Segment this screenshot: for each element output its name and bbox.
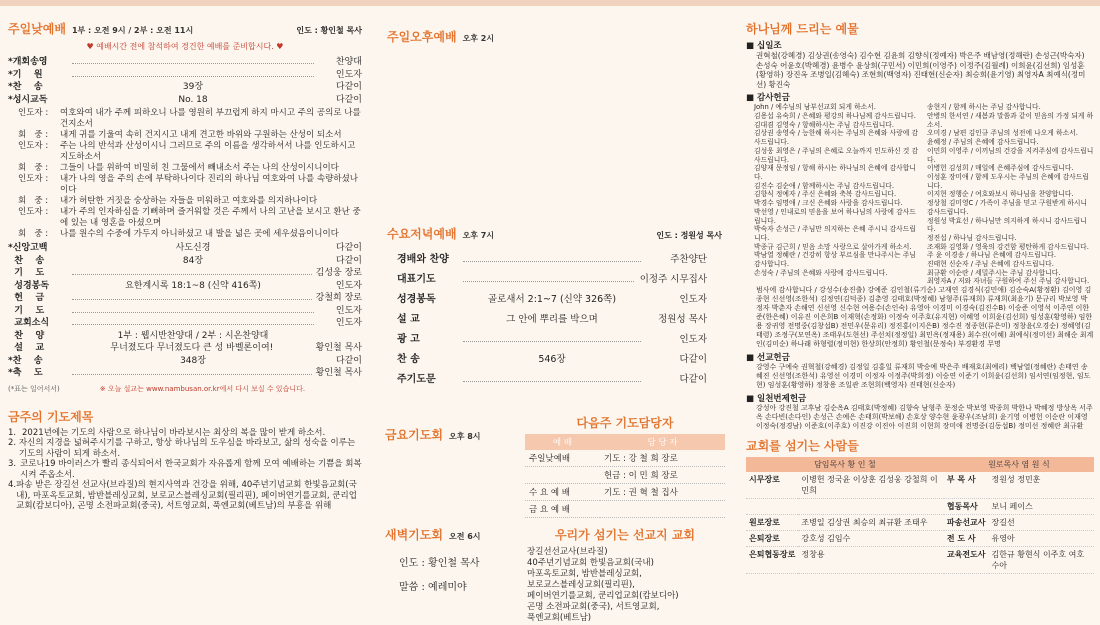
order-person: 황인철 목사 [315, 368, 362, 378]
order-label: 찬 송 [8, 255, 45, 266]
order-content: No. 18 [178, 94, 208, 105]
wed-person: 정원성 목사 [658, 314, 707, 325]
order-row [8, 367, 362, 380]
duty-header-person: 담 당 자 [600, 434, 725, 450]
prayer-number: 1. [8, 427, 17, 438]
mission-offer-heading: ■ 선교헌금 [746, 353, 790, 364]
duty-table [525, 434, 725, 518]
order-content: 39장 [182, 82, 204, 92]
thanks-entry: 김상권 송영숙 / 능한해 하시는 주님의 은혜와 사랑에 감사드립니다. [754, 129, 919, 147]
dedication-names: 강성아 강진철 고후남 김순옥A 김태호(박정혜) 김향숙 남형주 문정순 박보영 박종희 박한나 박혜정 방상옥 서주옥 손다빈(손다인) 손성근 손예은 손태희(박보해) 손호상 양수현 윤광우(조남희) 윤기영 이병헌 이순란 이재영 이정숙(정경남) 이준호(이주호) 이진강 이진아 이진희 이현희 장미애 전명중(김동섭B) 정미선 정혜란 최규환 [756, 404, 1093, 431]
mission-churches-box [525, 526, 725, 624]
wed-person: 인도자 [679, 294, 707, 305]
staff-role: 부 목 사 [944, 472, 989, 499]
thanks-entry: 김진수 김순애 / 함께하시는 주님 감사드립니다. [754, 181, 895, 190]
prayer-number: 2. [8, 438, 17, 448]
responsive-line [8, 108, 362, 130]
thanks-entry: 정원성 박효선 / 하나님만 의지하게 하시니 감사드립니다. [927, 216, 1087, 234]
wed-order-row [397, 310, 707, 330]
order-content: 무너졌도다 무너졌도다 큰 성 바벨론이여! [110, 343, 274, 353]
staff-role: 은퇴장로 [746, 531, 798, 547]
order-row [8, 280, 362, 293]
staff-role: 시무장로 [746, 472, 798, 499]
responsive-text: 내가 주의 인자하심을 기뻐하며 즐거워할 것은 주께서 나의 고난을 보시고 환난 중에 있는 내 영혼을 아셨으며 [60, 207, 361, 228]
duty-header-service: 예 배 [525, 434, 600, 450]
staff-names: 이병헌 정국윤 이상훈 김성웅 강철희 이민희 [798, 472, 943, 499]
staff-names: 정창용 [798, 547, 943, 574]
responsive-line [8, 229, 362, 240]
sunday-service-header [8, 20, 362, 37]
wed-title: 수요저녁예배 [387, 227, 457, 241]
thanks-entry: 이지현 정행순 / 여호와보시 하나님을 찬양합니다. [927, 190, 1074, 199]
afternoon-time: 오후 2시 [462, 34, 495, 43]
thanks-entry: 김향식 정예자 / 주신 은혜와 축복 감사드립니다. [754, 190, 897, 199]
wednesday-order [397, 250, 707, 390]
thanks-entry: 김성웅 최영은 / 주님의 은혜로 오늘까지 인도하신 것 감사드립니다. [754, 146, 919, 164]
mission-church: 40주년기념교회 한빛음교회(국내) [527, 558, 654, 568]
wed-person: 이정주 시무집사 [639, 274, 707, 285]
staff-names: 조병일 김상권 최승의 최규환 조태우 [798, 515, 943, 531]
order-person: 찬양대 [335, 57, 362, 67]
thanks-entry: 윤혜정 / 주님의 은혜에 감사드립니다. [927, 138, 1039, 147]
thanks-entry: 박남열 정혜란 / 건강히 항상 부르심을 만나주시는 주님 감사합니다. [754, 251, 916, 269]
prayer-item [8, 480, 362, 512]
prayer-text: 코로나19 바이러스가 빨리 종식되어서 한국교회가 자유롭게 함께 모여 예배하는 기쁨을 회복시켜 주옵소서. [20, 459, 362, 480]
order-person: 강철희 장로 [315, 293, 362, 303]
mission-list [525, 547, 725, 624]
responsive-text: 그들이 나를 위하여 비밀히 친 그물에서 빼내소서 주는 나의 산성이시니이다 [60, 163, 339, 173]
wed-label: 경배와 찬양 [397, 254, 449, 265]
thanks-entry: 최영자A / 저와 자녀들 구원하여 주신 주님 감사합니다. [927, 277, 1090, 286]
staff-role: 교육전도사 [944, 547, 989, 574]
staff-role: 협동목사 [944, 499, 989, 515]
staff-table [746, 457, 1094, 574]
order-row [8, 330, 362, 343]
responsive-line [8, 141, 362, 163]
thanks-entry: 이성훈 장미애 / 함께 도우시는 주님의 은혜에 감사드립니다. [927, 173, 1089, 190]
mission-church: 푹엔교회(베트남) [527, 613, 592, 623]
wed-order-row [397, 270, 707, 290]
wed-order-row [397, 370, 707, 390]
order-row [8, 342, 362, 355]
dotted-leader [463, 270, 634, 282]
duty-person: 헌금 : 이 민 희 장로 [600, 467, 725, 484]
staff-row [746, 515, 1094, 531]
dawn-time: 오전 6시 [448, 532, 481, 541]
order-row [8, 81, 362, 94]
order-row [8, 94, 362, 107]
order-label: 설 교 [8, 343, 45, 353]
staff-names: 김한규 황현식 이주호 여호수아 [989, 547, 1095, 574]
responsive-speaker: 인도자 : [18, 141, 49, 151]
thanks-entry: 손성숙 / 주님의 은혜와 사랑에 감사드립니다. [754, 268, 888, 277]
order-person: 황인철 목사 [315, 343, 362, 353]
thanks-entry: 박종규 김근희 / 믿음 소망 사랑으로 살아가게 하소서. [754, 242, 912, 251]
mission-church: 페이버연기를교회, 쿤리업교회(캄보디아) [527, 591, 679, 601]
wed-order-row [397, 290, 707, 310]
sermon-url-note: ※ 오늘 설교는 www.nambusan.or.kr에서 다시 보실 수 있습니다. [99, 384, 306, 393]
dedication-heading: ■ 일천번제헌금 [746, 394, 807, 405]
responsive-text: 내게 귀를 기울여 속히 건지시고 내게 견고한 바위와 구원하는 산성이 되소서 [60, 130, 342, 140]
other-services-column [375, 6, 740, 625]
staff-row [746, 547, 1094, 574]
leader: 인도 : 황인철 목사 [296, 26, 362, 35]
fri-time: 오후 8시 [448, 432, 481, 441]
serve-title: 교회를 섬기는 사람들 [746, 439, 859, 454]
duty-service: 주일낮예배 [525, 450, 600, 467]
duty-row [525, 467, 725, 484]
staff-names: 유영아 [989, 531, 1095, 547]
thanks-entry: 진태현 신순자 / 주님 은혜에 감사드립니다. [927, 260, 1054, 269]
order-person: 인도자 [335, 69, 362, 80]
prayer-text: 파송 받은 장길선 선교사(브라질)의 현지사역과 건강을 위해, 40주년기념교회 한빛음교회(국내), 마포옥토교회, 밤반블레싱교회, 보로교스블레싱교회(필리핀), 페이버연기를교회, 쿤리업교회(캄보디아), 곤명 소전파교회(중국), 서트영교회, 푹엔교회(베트남)의 부흥을 위해 [16, 480, 357, 511]
mission-offer-names: 강영수 구예숙 권혁철(강혜경) 김정일 김홍일 류재희 박승예 박은주 배재호(최예리) 백남열(정혜란) 손태연 송혜진 신선영(조한석) 유영선 이경미 이정자 이정주(박희정) 이승연 이준기 이희윤(김선희) 임서연(임정현, 임도현) 임성훈(황영하) 정창용 조일관 조현희(백영자) 진태현(신순자) [756, 363, 1091, 390]
order-row [8, 267, 362, 280]
responsive-speaker: 회 중 : [18, 229, 49, 239]
thanks-entry: 이병헌 김성희 / 매일에 은혜주심에 감사드립니다. [927, 164, 1074, 173]
order-label: 기 도 [8, 305, 45, 316]
order-label: *기 원 [8, 69, 43, 80]
order-row [8, 355, 362, 368]
thanks-right [927, 103, 1094, 286]
dotted-leader [463, 330, 641, 342]
duty-service [525, 467, 600, 484]
order-of-worship-part2 [8, 242, 362, 380]
responsive-text: 나를 원수의 수중에 가두지 아니하셨고 내 발을 넓은 곳에 세우셨음이니이다 [60, 229, 339, 239]
order-label: 성경봉독 [8, 280, 50, 291]
order-label: *성시교독 [8, 94, 48, 105]
duty-title: 다음주 기도담당자 [576, 416, 674, 430]
order-row [8, 242, 362, 255]
order-row [8, 317, 362, 330]
afternoon-service-header [387, 28, 740, 45]
wed-label: 주기도문 [397, 374, 436, 385]
thanks-left [754, 103, 921, 286]
thanks-entry: John / 예수님의 남부선교회 되게 하소서. [754, 103, 876, 112]
dawn-title: 새벽기도회 [385, 528, 443, 542]
order-content: 1부 : 웹시반찬양대 / 2부 : 시온찬양대 [117, 330, 269, 341]
order-label: *신앙고백 [8, 243, 48, 253]
wed-person: 다같이 [679, 354, 707, 365]
order-of-worship-part1 [8, 56, 362, 106]
thanks-entry: 박숙자 손성근 / 주님만 의지하는 은혜 주시니 감사드립니다. [754, 225, 916, 242]
order-label: 교회소식 [8, 318, 50, 328]
thanks-entry: 김대겸 김영숙 / 항해하시는 주님 감사드립니다. [754, 120, 895, 129]
order-row [8, 292, 362, 305]
order-label: *찬 송 [8, 355, 43, 366]
responsive-reading [8, 108, 362, 240]
thanks-entry: 박선영 / 인내로의 믿음을 보여 하나님의 사랑에 감사드립니다. [754, 207, 916, 225]
prayer-item [8, 459, 362, 480]
mission-church: 장길선선교사(브라질) [527, 547, 608, 557]
thanks-entry: 이민희 이영주 / 이끼님의 건강을 지켜주심에 감사드립니다. [927, 146, 1094, 164]
prayer-item [8, 438, 362, 459]
footnote-row [8, 384, 362, 394]
responsive-text: 주는 나의 반석과 산성이시니 그러므로 주의 이름을 생각하셔서 나를 인도하시고 지도하소서 [60, 141, 356, 162]
duty-service: 금 요 예 배 [525, 501, 600, 518]
thanks-entry: 조재화 김영화 / 영육의 강건함 평탄하게 감사드립니다. [927, 242, 1089, 251]
thanks-list [746, 103, 1094, 286]
friday-header [385, 426, 481, 443]
dotted-leader [72, 367, 312, 375]
dotted-leader [463, 250, 641, 262]
thanks-entry: 오미경 / 남편 김인규 주님의 성전에 나오게 하소서. [927, 129, 1078, 138]
wed-content: 골로새서 2:1~7 (신약 326쪽) [487, 294, 617, 305]
order-person: 다같이 [335, 255, 362, 266]
mission-church: 마포옥토교회, 밤반블레싱교회, [527, 569, 642, 579]
order-label: *찬 송 [8, 82, 43, 92]
order-row [8, 255, 362, 268]
responsive-line [8, 163, 362, 174]
thanks-entry: 안병의 한서연 / 새봄과 말씀과 같이 믿음의 가정 되게 하소서. [927, 112, 1094, 129]
order-person: 다같이 [335, 94, 362, 105]
wednesday-service-header [387, 225, 722, 242]
duty-person: 기도 : 권 혁 철 집사 [600, 484, 725, 501]
staff-row [746, 472, 1094, 499]
dawn-header [385, 526, 481, 543]
staff-role [746, 499, 798, 515]
section-title: 주일낮예배 [8, 22, 66, 36]
duty-person: 기도 : 강 철 희 장로 [600, 450, 725, 467]
fri-title: 금요기도회 [385, 428, 443, 442]
dawn-leader: 인도 : 황인철 목사 [399, 558, 480, 569]
staff-row [746, 499, 1094, 515]
responsive-text: 여호와여 내가 주께 피하오니 나를 영원히 부끄럽게 하지 마시고 주의 공의로 나를 건지소서 [60, 108, 361, 129]
thanks-heading: ■ 감사헌금 [746, 93, 790, 104]
thanks-entry: 김용섭 유숙희 / 은혜와 평강의 하나님께 감사드립니다. [754, 112, 916, 121]
order-label: *개회송영 [8, 57, 48, 67]
prayer-item [8, 428, 362, 439]
order-label: 기 도 [8, 268, 45, 278]
wed-order-row [397, 330, 707, 350]
dawn-word: 말씀 : 예레미야 [399, 582, 467, 593]
duty-person [600, 501, 725, 518]
wed-label: 성경봉독 [397, 294, 436, 305]
thanks-entry: 정진섭 / 하나님 감사드립니다. [927, 233, 1017, 242]
wed-label: 광 고 [397, 334, 420, 345]
staff-names: 정원성 정민훈 [989, 472, 1095, 499]
duty-row [525, 501, 725, 518]
order-person: 다같이 [335, 243, 362, 253]
thanks-entry: 박경수 임명애 / 크신 은혜와 사랑을 감사드립니다. [754, 199, 903, 208]
responsive-speaker: 인도자 : [18, 174, 49, 184]
tithe-heading: ■ 십일조 [746, 41, 782, 51]
emeritus-pastor: 원로목사 염 원 식 [944, 457, 1094, 472]
dotted-leader [72, 267, 312, 275]
staff-names: 장길선 [989, 515, 1095, 531]
senior-pastor: 담임목사 황 인 철 [746, 457, 944, 472]
thanks-entry: 정상철 김미영C / 가족이 주님을 믿고 구원받게 하시니 감사드립니다. [927, 199, 1088, 216]
thanks-entry: 송현지 / 함께 하시는 주님 감사합니다. [927, 103, 1041, 112]
wed-label: 찬 송 [397, 354, 420, 365]
prayer-number: 3. [8, 459, 17, 469]
responsive-text: 내가 허탄한 거짓을 숭상하는 자들을 미워하고 여호와를 의지하나이다 [60, 196, 318, 206]
staff-names: 강호성 김임수 [798, 531, 943, 547]
staff-row [746, 531, 1094, 547]
thanks-entry: 주 윤 이경송 / 하나님 은혜에 감사드립니다. [927, 251, 1057, 260]
prayer-title: 금주의 기도제목 [8, 409, 94, 424]
dotted-leader [72, 292, 312, 300]
thanks-entry: 최규환 이순란 / 세밀주시는 주님 감사합니다. [927, 268, 1061, 277]
prayer-number: 4. [8, 480, 17, 490]
stand-note: (*표는 일어서서) [8, 384, 60, 393]
duty-row [525, 450, 725, 467]
service-times: 1부 : 오전 9시 / 2부 : 오전 11시 [71, 26, 194, 35]
mission-church: 곤명 소전파교회(중국), 서트영교회, [527, 602, 660, 612]
responsive-speaker: 인도자 : [18, 207, 49, 217]
wed-time: 오후 7시 [462, 231, 495, 240]
order-person: 다같이 [335, 82, 362, 92]
wed-order-row [397, 250, 707, 270]
staff-names [798, 499, 943, 515]
wed-person: 다같이 [679, 374, 707, 385]
dotted-leader [72, 317, 314, 325]
wed-label: 대표기도 [397, 274, 436, 285]
responsive-speaker: 회 중 : [18, 163, 49, 173]
afternoon-title: 주일오후예배 [387, 30, 457, 44]
prayer-duty-box [525, 414, 725, 518]
order-row [8, 69, 362, 82]
staff-role: 은퇴협동장로 [746, 547, 798, 574]
order-person: 인도자 [335, 305, 362, 316]
order-person: 다같이 [335, 355, 362, 366]
wed-content: 546장 [538, 354, 566, 365]
dotted-leader [72, 305, 314, 313]
offer-title: 하나님께 드리는 예물 [746, 22, 859, 36]
staff-role: 전 도 사 [944, 531, 989, 547]
order-label: *축 도 [8, 368, 43, 378]
order-content: 84장 [182, 255, 204, 266]
responsive-line [8, 174, 362, 196]
order-content: 348장 [180, 355, 206, 366]
order-person: 인도자 [335, 280, 362, 291]
sunday-service-column [0, 6, 370, 625]
order-content: 요한계시록 18:1~8 (신약 416쪽) [125, 280, 261, 291]
thanks-entry: 김양재 문정임 / 항해 하시는 하나님의 은혜에 감사합니다. [754, 164, 916, 181]
prayer-text: 2021년에는 기도의 사람으로 하나님이 바라보시는 최상의 복을 많이 받게 하소서. [22, 427, 326, 438]
service-note: ♥ 예배시간 전에 참석하여 경건한 예배를 준비합시다. ♥ [86, 42, 284, 51]
thanks-extra: 범사에 감사합니다 / 강성수(송진출) 강예준 김인철(류기순) 고재연 김경식(김민애) 김순숙A(황정환) 김이영 김종현 신선영(조한석) 김정연(김덕종) 김춘영 김태호(박정혜) 남형주(류재희) 류재희(최윤기) 문규리 박보영 박정자 박춘자 손해연 신선영 신수현 여용수(손인숙) 유영아 이경미 이경숙(김진수B) 이승준 이영석 이주연 이한준(한은혜) 이유진 이은희B 이재혁(손정화) 이정숙 이주호(유지현) 이혜영 이희윤(김선희) 임성훈(황영하) 임한용 장귀영 전명중(김창섭B) 전민우(문유리) 정진홍(이지은B) 정수진 정종현(류은미) 정창윤(오경순) 정혜영(김태령) 조정구(모연옥) 조태우(도현선) 주선치(정정일) 최민옥(정재용) 최수진(이혜) 최예식(정미선) 최해순 최계인(김미순) 하나래 하형렬(정미현) 한상희(안정희) 황인철(문정숙) 부경환경 무명 [756, 286, 1094, 349]
responsive-speaker: 회 중 : [18, 130, 49, 140]
prayer-list [8, 428, 362, 512]
dotted-leader [463, 370, 641, 382]
prayer-text: 자신의 지경을 넓혀주시기를 구하고, 항상 하나님의 도우심을 바라보고, 삶의 성숙을 이루는 기도의 사람이 되게 하소서. [18, 438, 356, 459]
tithe-names: 권혁철(강혜경) 김상권(송영숙) 김수현 김윤희 김향식(정예자) 박은주 배남영(정해란) 손성근(박숙자) 손성숙 어윤호(박혜경) 윤병수 윤상희(구민서) 이민희(이영주) 이정주(김월례) 이희윤(김선희) 임성훈(황영하) 장진옥 조병일(김혜숙) 조현희(백영자) 진태현(신순자) 최승희(윤기영) 최영자A 최예식(정미선) 황진숙 [756, 51, 1086, 89]
staff-role: 원로장로 [746, 515, 798, 531]
wed-leader: 인도 : 정원성 목사 [656, 231, 722, 240]
dotted-leader [72, 69, 314, 77]
order-row [8, 56, 362, 69]
order-content: 사도신경 [175, 243, 211, 253]
staff-role: 파송선교사 [944, 515, 989, 531]
order-person: 김성웅 장로 [315, 268, 362, 278]
order-label: 헌 금 [8, 293, 45, 303]
responsive-speaker: 회 중 : [18, 196, 49, 206]
responsive-line [8, 196, 362, 207]
order-person: 인도자 [335, 318, 362, 328]
order-row [8, 305, 362, 318]
responsive-speaker: 인도자 : [18, 108, 49, 118]
wed-person: 주찬양단 [670, 254, 707, 265]
responsive-text: 내가 나의 영을 주의 손에 부탁하나이다 진리의 하나님 여호와여 나를 속량하셨나이다 [60, 174, 358, 195]
responsive-line [8, 207, 362, 229]
duty-row [525, 484, 725, 501]
dotted-leader [72, 56, 314, 64]
mission-church: 보로교스블레싱교회(필리핀), [527, 580, 635, 590]
mission-title: 우리가 섬기는 선교지 교회 [554, 528, 696, 542]
responsive-line [8, 130, 362, 141]
order-label: 찬 양 [8, 330, 45, 341]
wed-order-row [397, 350, 707, 370]
wed-label: 설 교 [397, 314, 420, 325]
wed-content: 그 안에 뿌리를 박으며 [506, 314, 598, 325]
wed-person: 인도자 [679, 334, 707, 345]
duty-service: 수 요 예 배 [525, 484, 600, 501]
staff-names: 보니 페이스 [989, 499, 1095, 515]
offerings-column [740, 6, 1100, 625]
